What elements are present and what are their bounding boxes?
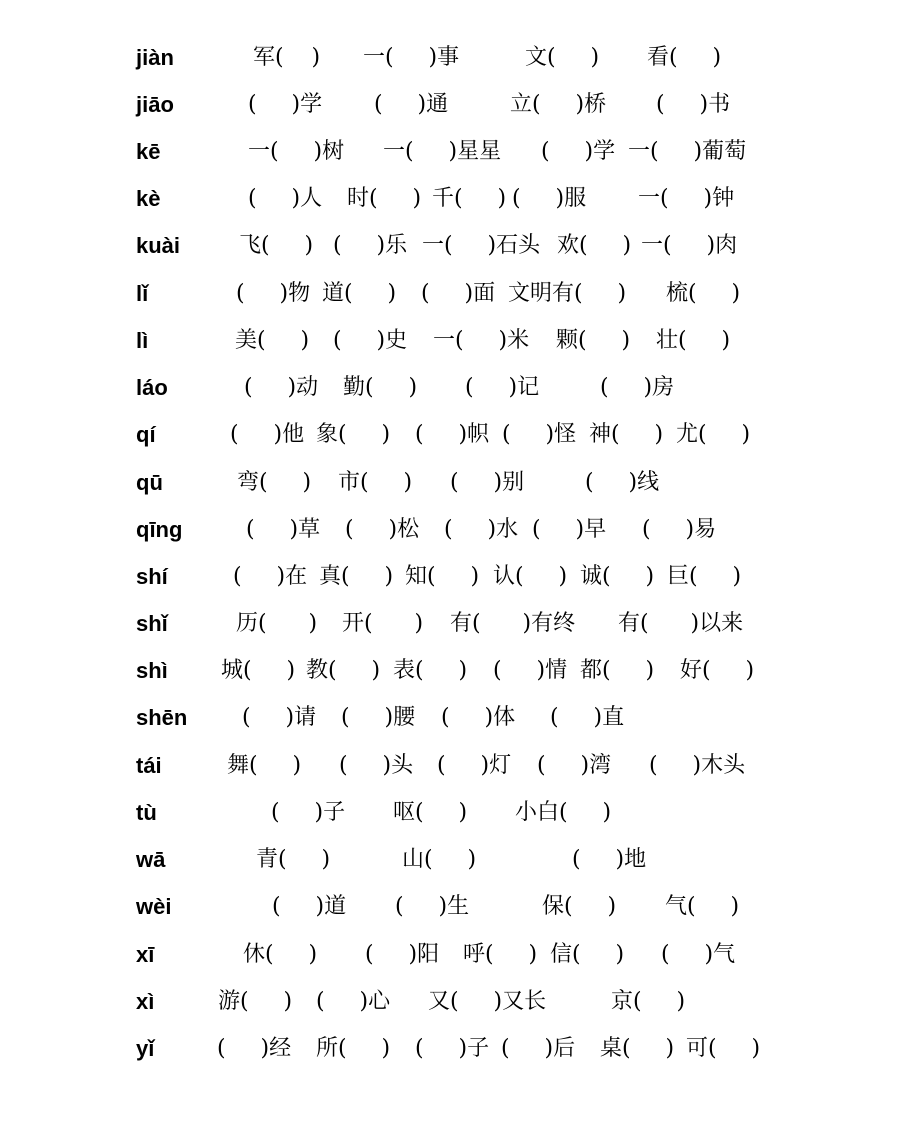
fill-blank-item: ( )腰: [341, 705, 416, 730]
fill-blank-item: 开( ): [342, 611, 424, 636]
fill-blank-item: 游( ): [218, 989, 293, 1014]
pinyin-label: qí: [136, 422, 156, 447]
row-shi2: [0, 563, 899, 603]
pinyin-label: qīng: [136, 517, 183, 542]
fill-blank-item: 看( ): [647, 45, 722, 70]
fill-blank-item: 诚( ): [580, 564, 655, 589]
fill-blank-item: ( )通: [374, 92, 449, 117]
fill-blank-item: 象( ): [316, 422, 391, 447]
fill-blank-item: 尤( ): [676, 422, 751, 447]
row-tu: [0, 799, 899, 839]
fill-blank-item: ( )学: [248, 92, 323, 117]
fill-blank-item: 城( ): [221, 658, 296, 683]
fill-blank-item: ( )乐: [333, 233, 408, 258]
fill-blank-item: ( )史: [333, 328, 408, 353]
row-shi3: [0, 610, 899, 650]
fill-blank-item: 颗( ): [556, 328, 631, 353]
fill-blank-item: ( )别: [450, 470, 525, 495]
fill-blank-item: 桌( ): [600, 1036, 675, 1061]
fill-blank-item: 勤( ): [343, 375, 418, 400]
fill-blank-item: 立( )桥: [510, 92, 607, 117]
fill-blank-item: ( )他: [230, 422, 305, 447]
fill-blank-item: ( )阳: [365, 942, 440, 967]
fill-blank-item: 一( )葡萄: [628, 139, 747, 164]
fill-blank-item: ( )帜: [415, 422, 490, 447]
fill-blank-item: ( )松: [345, 517, 420, 542]
row-li4: [0, 327, 899, 367]
fill-blank-item: 呼( ): [463, 942, 538, 967]
row-xi4: [0, 988, 899, 1028]
row-shi4: [0, 657, 899, 697]
fill-blank-item: ( )草: [246, 517, 321, 542]
fill-blank-item: 休( ): [243, 942, 318, 967]
fill-blank-item: 巨( ): [667, 564, 742, 589]
fill-blank-item: 时( ): [347, 186, 422, 211]
fill-blank-item: 军( ): [253, 45, 321, 70]
row-lao: [0, 374, 899, 414]
fill-blank-item: ( )物: [236, 281, 311, 306]
fill-blank-item: 文明有( ): [508, 281, 627, 306]
fill-blank-item: ( )易: [642, 517, 717, 542]
fill-blank-item: 一( )事: [363, 45, 460, 70]
fill-blank-item: 知( ): [405, 564, 480, 589]
row-kuai: [0, 232, 899, 272]
fill-blank-item: ( )心: [316, 989, 391, 1014]
pinyin-label: tái: [136, 753, 162, 778]
fill-blank-item: 山( ): [402, 847, 477, 872]
fill-blank-item: ( )记: [465, 375, 540, 400]
fill-blank-item: 飞( ): [239, 233, 314, 258]
fill-blank-item: ( )道: [272, 894, 347, 919]
pinyin-label: wèi: [136, 894, 172, 919]
fill-blank-item: 一( )肉: [641, 233, 738, 258]
pinyin-label: wā: [136, 847, 166, 872]
pinyin-label: kè: [136, 186, 161, 211]
pinyin-label: shǐ: [136, 611, 168, 636]
fill-blank-item: ( )经: [217, 1036, 292, 1061]
fill-blank-item: 表( ): [393, 658, 468, 683]
fill-blank-item: 京( ): [611, 989, 686, 1014]
row-qi: [0, 421, 899, 461]
pinyin-label: xì: [136, 989, 155, 1014]
pinyin-label: shì: [136, 658, 168, 683]
fill-blank-item: ( )人: [248, 186, 323, 211]
fill-blank-item: 保( ): [542, 894, 617, 919]
fill-blank-item: 又( )又长: [428, 989, 547, 1014]
fill-blank-item: ( )子: [415, 1036, 490, 1061]
row-yi3: [0, 1035, 899, 1075]
row-wa: [0, 846, 899, 886]
pinyin-label: shēn: [136, 705, 188, 730]
fill-blank-item: ( )情: [493, 658, 568, 683]
fill-blank-item: 可( ): [686, 1036, 761, 1061]
fill-blank-item: 好( ): [680, 658, 755, 683]
fill-blank-item: 有( )有终: [450, 611, 576, 636]
fill-blank-item: 一( )钟: [638, 186, 735, 211]
fill-blank-item: ( )地: [572, 847, 647, 872]
fill-blank-item: 文( ): [525, 45, 600, 70]
pinyin-label: xī: [136, 942, 155, 967]
fill-blank-item: ( )在: [233, 564, 308, 589]
fill-blank-item: 所( ): [316, 1036, 391, 1061]
fill-blank-item: 欢( ): [557, 233, 632, 258]
pinyin-label: tù: [136, 800, 157, 825]
fill-blank-item: 一( )星星: [383, 139, 502, 164]
fill-blank-item: 梳( ): [666, 281, 741, 306]
row-jiao: [0, 91, 899, 131]
fill-blank-item: ( )书: [656, 92, 731, 117]
fill-blank-item: ( )面: [421, 281, 496, 306]
row-jian: [0, 44, 899, 84]
fill-blank-item: ( )动: [244, 375, 319, 400]
fill-blank-item: 美( ): [235, 328, 310, 353]
fill-blank-item: ( )木头: [649, 753, 746, 778]
pinyin-label: lǐ: [136, 281, 149, 306]
fill-blank-item: 一( )米: [433, 328, 530, 353]
fill-blank-item: 信( ): [550, 942, 625, 967]
pinyin-label: jiāo: [136, 92, 174, 117]
fill-blank-item: ( )子: [271, 800, 346, 825]
row-ke4: [0, 185, 899, 225]
fill-blank-item: 一( )树: [248, 139, 345, 164]
pinyin-label: kuài: [136, 233, 181, 258]
fill-blank-item: 真( ): [319, 564, 394, 589]
fill-blank-item: 有( )以来: [618, 611, 744, 636]
fill-blank-item: 市( ): [338, 470, 413, 495]
fill-blank-item: ( )请: [242, 705, 317, 730]
row-li3: [0, 280, 899, 320]
pinyin-label: jiàn: [136, 45, 174, 70]
row-wei: [0, 893, 899, 933]
pinyin-label: lì: [136, 328, 149, 353]
fill-blank-item: ( )气: [661, 942, 736, 967]
fill-blank-item: 呕( ): [393, 800, 468, 825]
fill-blank-item: 舞( ): [227, 753, 302, 778]
fill-blank-item: 道( ): [322, 281, 397, 306]
row-tai: [0, 752, 899, 792]
fill-blank-item: 都( ): [580, 658, 655, 683]
pinyin-label: láo: [136, 375, 168, 400]
fill-blank-item: ( )怪: [502, 422, 577, 447]
fill-blank-item: ( )后: [501, 1036, 576, 1061]
fill-blank-item: 神( ): [589, 422, 664, 447]
fill-blank-item: 弯( ): [237, 470, 312, 495]
fill-blank-item: ( )房: [600, 375, 675, 400]
row-ke1: [0, 138, 899, 178]
fill-blank-item: 气( ): [665, 894, 740, 919]
row-qu: [0, 469, 899, 509]
fill-blank-item: 青( ): [256, 847, 331, 872]
pinyin-label: kē: [136, 139, 161, 164]
pinyin-label: qū: [136, 470, 163, 495]
fill-blank-item: ( )生: [395, 894, 470, 919]
fill-blank-item: ( )体: [441, 705, 516, 730]
fill-blank-item: ( )直: [550, 705, 625, 730]
fill-blank-item: ( )湾: [537, 753, 612, 778]
fill-blank-item: ( )服: [512, 186, 587, 211]
fill-blank-item: 认( ): [493, 564, 568, 589]
fill-blank-item: 小白( ): [515, 800, 612, 825]
fill-blank-item: 壮( ): [656, 328, 731, 353]
fill-blank-item: ( )头: [339, 753, 414, 778]
fill-blank-item: 教( ): [306, 658, 381, 683]
row-xi1: [0, 941, 899, 981]
row-shen: [0, 704, 899, 744]
pinyin-label: shí: [136, 564, 168, 589]
row-qing: [0, 516, 899, 556]
pinyin-label: yǐ: [136, 1036, 155, 1061]
fill-blank-item: ( )学: [541, 139, 616, 164]
fill-blank-item: 千( ): [432, 186, 507, 211]
fill-blank-item: ( )早: [532, 517, 607, 542]
fill-blank-item: ( )灯: [437, 753, 512, 778]
fill-blank-item: ( )线: [585, 470, 660, 495]
fill-blank-item: 一( )石头: [422, 233, 541, 258]
fill-blank-item: 历( ): [236, 611, 318, 636]
fill-blank-item: ( )水: [444, 517, 519, 542]
